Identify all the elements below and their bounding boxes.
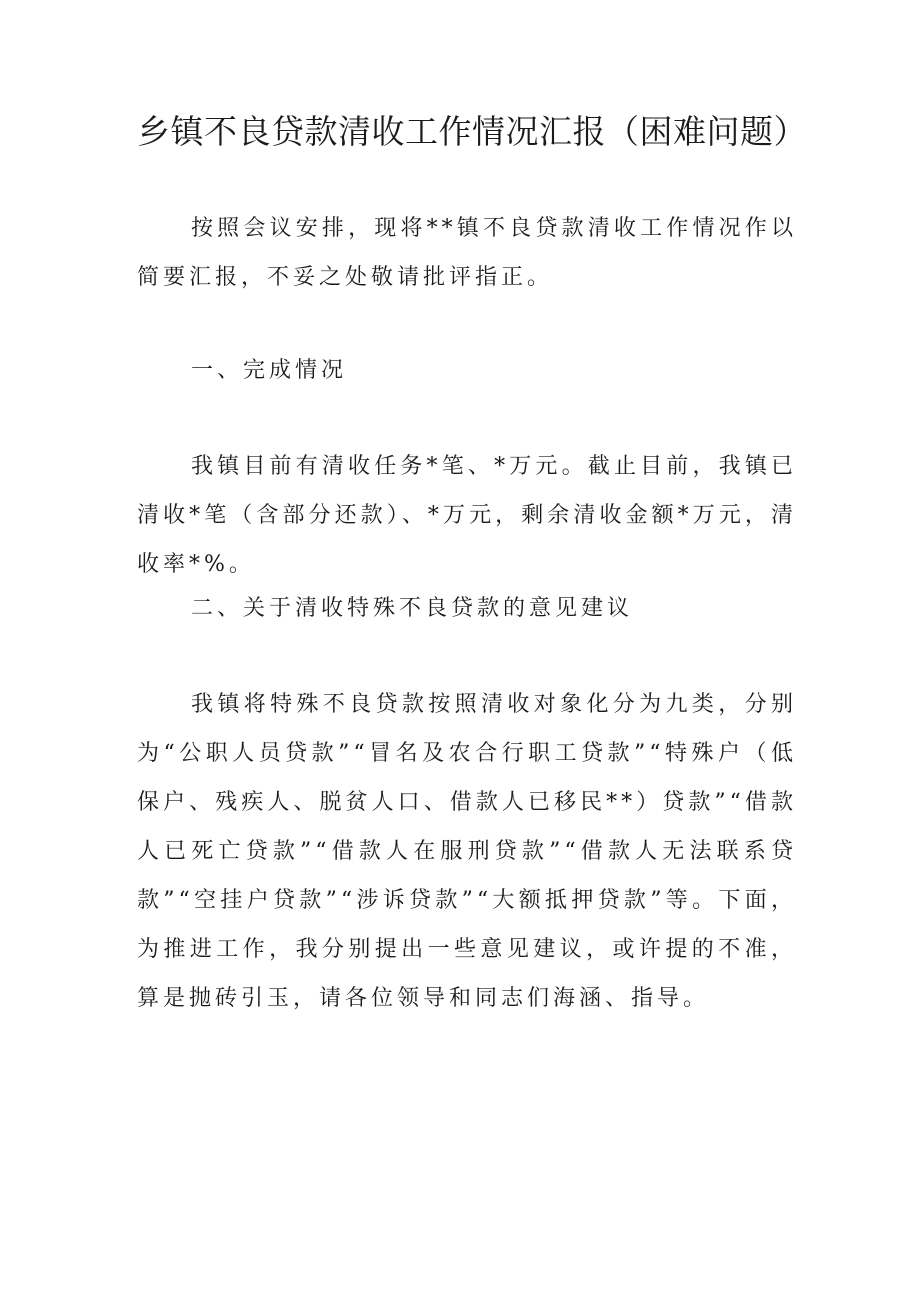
section-heading-completion: 一、完成情况 xyxy=(191,358,348,383)
section-heading-suggestions: 二、关于清收特殊不良贷款的意见建议 xyxy=(191,596,634,621)
document-title: 乡镇不良贷款清收工作情况汇报（困难问题） xyxy=(137,112,807,151)
section-body-suggestions: 我镇将特殊不良贷款按照清收对象化分为九类，分别为“公职人员贷款”“冒名及农合行职工贷款”“特殊户（低保户、残疾人、脱贫人口、借款人已移民**）贷款”“借款人已死亡贷款”“借款人在服刑贷款”“借款人无法联系贷款”“空挂户贷款”“涉诉贷款”“大额抵押贷款”等。下面，为推进工作，我分别提出一些意见建议，或许提的不准，算是抛砖引玉，请各位领导和同志们海涵、指导。 xyxy=(137,692,797,1011)
section-body-completion: 我镇目前有清收任务*笔、*万元。截止目前，我镇已清收*笔（含部分还款）、*万元，剩余清收金额*万元，清收率*%。 xyxy=(137,454,797,577)
intro-paragraph: 按照会议安排，现将**镇不良贷款清收工作情况作以简要汇报，不妥之处敬请批评指正。 xyxy=(137,216,797,290)
